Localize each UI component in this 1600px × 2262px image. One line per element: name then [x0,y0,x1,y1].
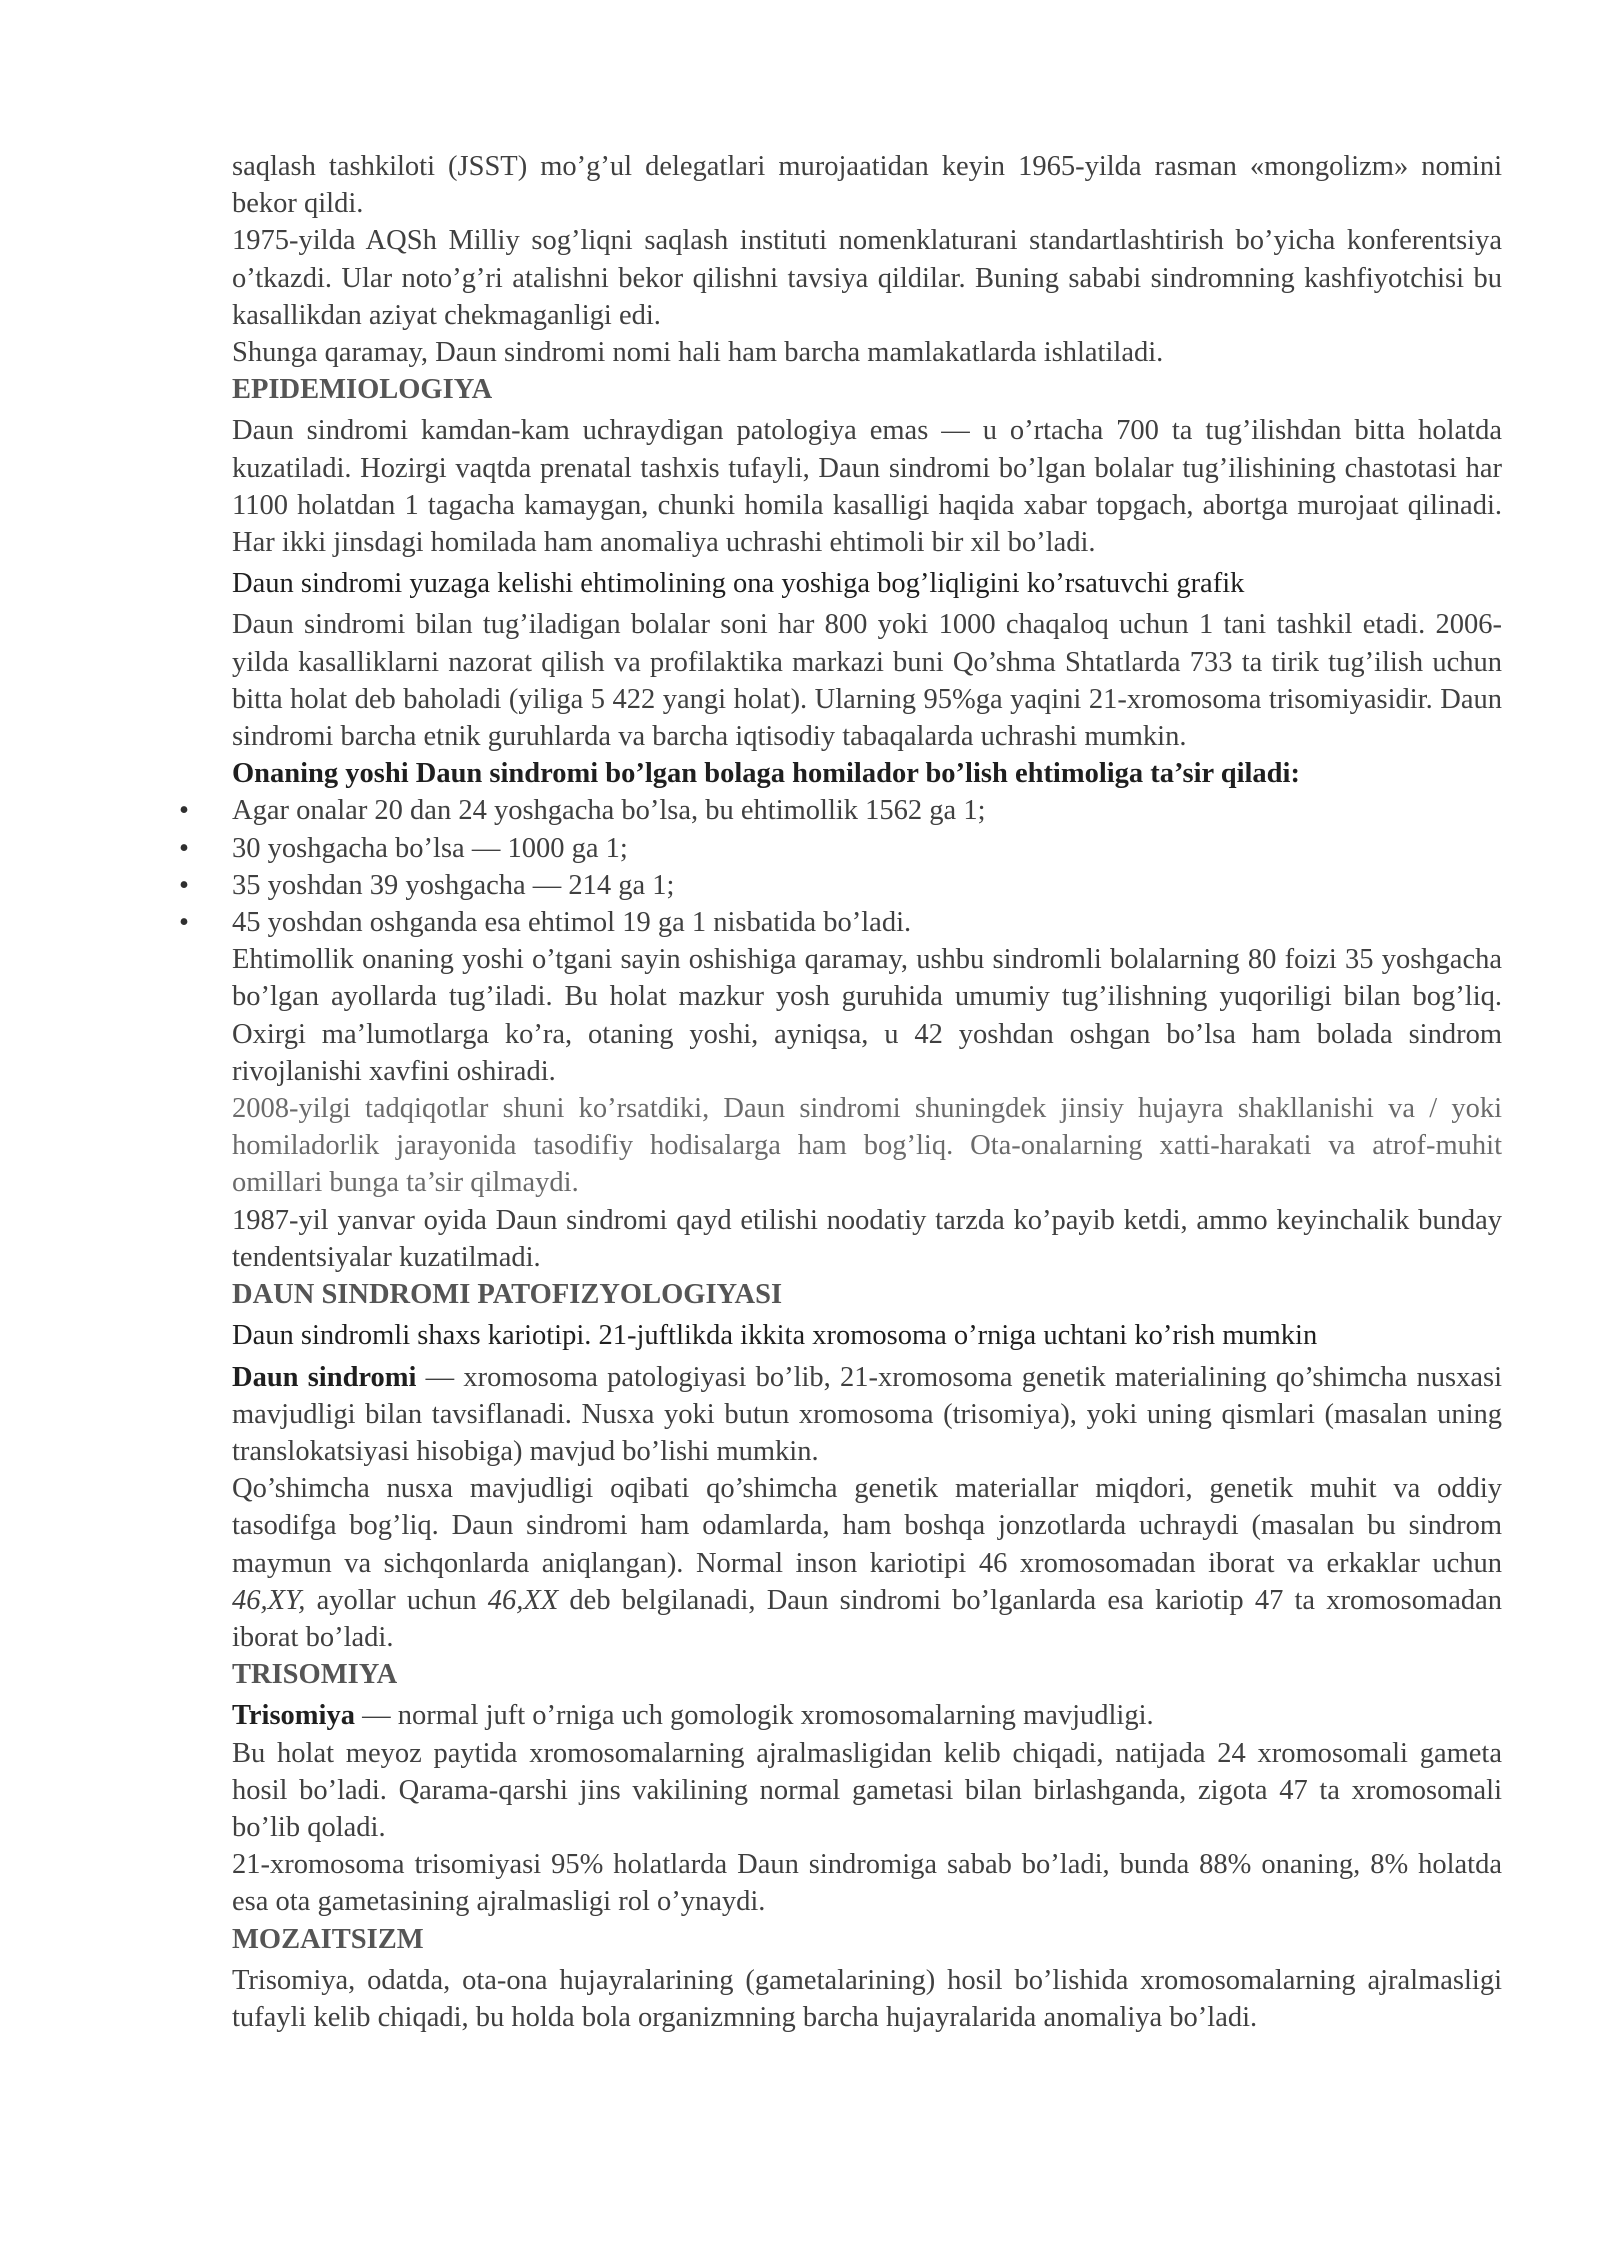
karyotype-male: 46,XY, [232,1584,306,1616]
bullet-icon: • [179,832,189,864]
pathophysiology-paragraph-2-text-a: Qo’shimcha nusxa mavjudligi oqibati qo’shimcha genetik materiallar miqdori, genetik muhit va oddiy tasodifga bog’liq. Daun sindromi ham odamlarda, ham boshqa jonzotlarda uchraydi (masalan bu sindrom maymun va sichqonlarda aniqlangan). Normal inson kariotipi 46 xromosomadan iborat va erkaklar uchun [232,1473,1502,1579]
intro-paragraph-3: Shunga qaramay, Daun sindromi nomi hali ham barcha mamlakatlarda ishlatiladi. [232,337,1164,369]
trisomy-definition-text: — normal juft o’rniga uch gomologik xromosomalarning mavjudligi. [354,1700,1154,1732]
section-heading-mosaicism: MOZAITSIZM [232,1923,424,1955]
pathophysiology-paragraph-2-text-c: deb belgilanadi, Daun sindromi bo’lganlarda esa kariotip 47 ta xromosomadan iborat bo’ladi. [232,1584,1502,1653]
mosaicism-paragraph-1: Trisomiya, odatda, ota-ona hujayralarining (gametalarining) hosil bo’lishida xromosomalarning ajralmasligi tufayli kelib chiqadi, bu holda bola organizmning barcha hujayralarida anomaliya bo’ladi. [232,1964,1502,2033]
epidemiology-paragraph-4: 2008-yilgi tadqiqotlar shuni ko’rsatdiki, Daun sindromi shuningdek jinsiy hujayra shakllanishi va / yoki homiladorlik jarayonida tasodifiy hodisalarga ham bog’liq. Ota-onalarning xatti-harakati va atrof-muhit omillari bunga ta’sir qilmaydi. [232,1093,1502,1199]
section-heading-pathophysiology: DAUN SINDROMI PATOFIZYOLOGIYASI [232,1279,783,1311]
maternal-age-lead: Onaning yoshi Daun sindromi bo’lgan bolaga homilador bo’lish ehtimoliga ta’sir qiladi: [232,758,1300,790]
term-down-syndrome: Daun sindromi [232,1361,417,1393]
epidemiology-paragraph-1: Daun sindromi kamdan-kam uchraydigan patologiya emas — u o’rtacha 700 ta tug’ilishdan bitta holatda kuzatiladi. Hozirgi vaqtda prenatal tashxis tufayli, Daun sindromi bo’lgan bolalar tug’ilishining chastotasi har 1100 holatdan 1 tagacha kamaygan, chunki homila kasalligi haqida xabar topgach, abortga murojaat qilinadi. Har ikki jinsdagi homilada ham anomaliya uchrashi ehtimoli bir xil bo’ladi. [232,415,1502,559]
epidemiology-paragraph-5: 1987-yil yanvar oyida Daun sindromi qayd etilishi noodatiy tarzda ko’payib ketdi, ammo keyinchalik bunday tendentsiyalar kuzatilmadi. [232,1204,1502,1273]
list-item-text: 45 yoshdan oshganda esa ehtimol 19 ga 1 nisbatida bo’ladi. [232,907,912,939]
list-item-text: 35 yoshdan 39 yoshgacha — 214 ga 1; [232,869,675,901]
figure-caption-karyotype: Daun sindromli shaxs kariotipi. 21-juftlikda ikkita xromosoma o’rniga uchtani ko’rish mumkin [232,1320,1318,1352]
karyotype-female: 46,XX [487,1584,559,1616]
list-item-text: 30 yoshgacha bo’lsa — 1000 ga 1; [232,832,628,864]
epidemiology-paragraph-3: Ehtimollik onaning yoshi o’tgani sayin oshishiga qaramay, ushbu sindromli bolalarning 80 foizi 35 yoshgacha bo’lgan ayollarda tug’iladi. Bu holat mazkur yosh guruhida umumiy tug’ilishning yuqoriligi bilan bog’liq. Oxirgi ma’lumotlarga ko’ra, otaning yoshi, ayniqsa, u 42 yoshdan oshgan bo’lsa ham bolada sindrom rivojlanishi xavfini oshiradi. [232,944,1502,1087]
bullet-icon: • [179,869,189,901]
bullet-icon: • [179,795,189,827]
trisomy-definition [232,1697,1502,1734]
maternal-age-list [179,792,1502,941]
list-item [179,792,1502,829]
epidemiology-paragraph-2: Daun sindromi bilan tug’iladigan bolalar soni har 800 yoki 1000 chaqaloq uchun 1 tani tashkil etadi. 2006-yilda kasalliklarni nazorat qilish va profilaktika markazi buni Qo’shma Shtatlarda 733 ta tirik tug’ilish uchun bitta holat deb baholadi (yiliga 5 422 yangi holat). Ularning 95%ga yaqini 21-xromosoma trisomiyasidir. Daun sindromi barcha etnik guruhlarda va barcha iqtisodiy tabaqalarda uchrashi mumkin. [232,609,1502,753]
trisomy-paragraph-1: Bu holat meyoz paytida xromosomalarning ajralmasligidan kelib chiqadi, natijada 24 xromosomali gameta hosil bo’ladi. Qarama-qarshi jins vakilining normal gametasi bilan birlashganda, zigota 47 ta xromosomali bo’lib qoladi. [232,1737,1502,1843]
section-heading-trisomy: TRISOMIYA [232,1659,398,1691]
list-item [179,867,1502,904]
list-item-text: Agar onalar 20 dan 24 yoshgacha bo’lsa, bu ehtimollik 1562 ga 1; [232,795,986,827]
pathophysiology-paragraph-2-text-b: ayollar uchun [305,1584,488,1616]
document-page [179,148,1503,2036]
figure-caption-age-graph: Daun sindromi yuzaga kelishi ehtimolining ona yoshiga bog’liqligini ko’rsatuvchi grafik [232,568,1245,600]
intro-paragraph-1: saqlash tashkiloti (JSST) mo’g’ul delegatlari murojaatidan keyin 1965-yilda rasman «mongolizm» nomini bekor qildi. [232,151,1502,220]
pathophysiology-paragraph-1-text: — xromosoma patologiyasi bo’lib, 21-xromosoma genetik materialining qo’shimcha nusxasi mavjudligi bilan tavsiflanadi. Nusxa yoki butun xromosoma (trisomiya), yoki uning qismlari (masalan uning translokatsiyasi hisobiga) mavjud bo’lishi mumkin. [232,1361,1503,1467]
list-item [179,830,1502,867]
pathophysiology-paragraph-2 [232,1470,1502,1656]
trisomy-paragraph-2: 21-xromosoma trisomiyasi 95% holatlarda Daun sindromiga sabab bo’ladi, bunda 88% onaning, 8% holatda esa ota gametasining ajralmasligi rol o’ynaydi. [232,1849,1502,1918]
bullet-icon: • [179,907,189,939]
intro-paragraph-2: 1975-yilda AQSh Milliy sog’liqni saqlash instituti nomenklaturani standartlashtirish bo’yicha konferentsiya o’tkazdi. Ular noto’g’ri atalishni bekor qilishni tavsiya qildilar. Buning sababi sindromning kashfiyotchisi bu kasallikdan aziyat chekmaganligi edi. [232,225,1502,331]
section-heading-epidemiology: EPIDEMIOLOGIYA [232,374,493,406]
list-item [179,904,1502,941]
pathophysiology-paragraph-1 [232,1359,1502,1471]
term-trisomy: Trisomiya [232,1700,355,1732]
